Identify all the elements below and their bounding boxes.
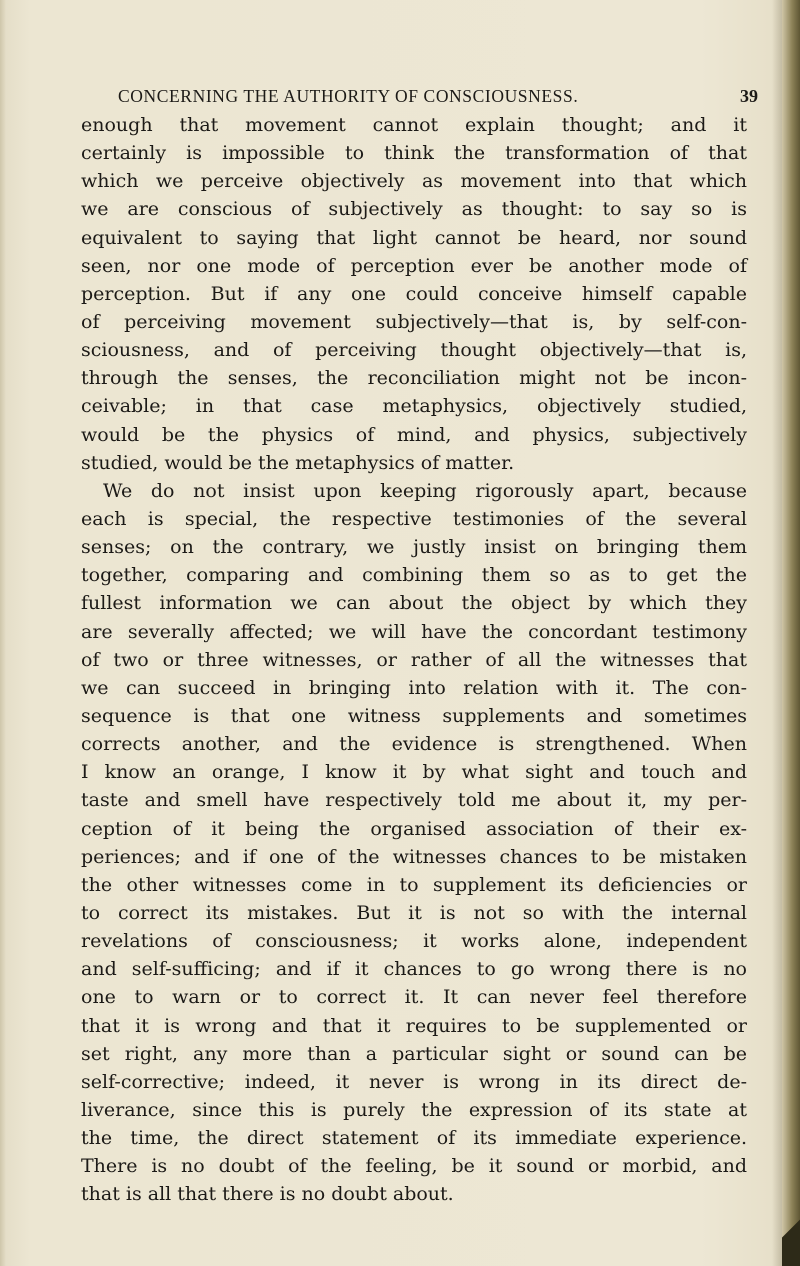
text-line: through the senses, the reconciliation might not be incon-: [81, 367, 747, 390]
text-line: senses; on the contrary, we justly insist on bringing them: [81, 536, 747, 559]
text-line: seen, nor one mode of perception ever be another mode of: [81, 254, 747, 277]
body-text: [81, 111, 747, 1208]
text-line: one to warn or to correct it. It can never feel therefore: [81, 986, 747, 1009]
text-line: There is no doubt of the feeling, be it sound or morbid, and: [81, 1155, 747, 1178]
text-line: revelations of consciousness; it works alone, independent: [81, 930, 747, 953]
text-line: of perceiving movement subjectively—that is, by self-con-: [81, 310, 747, 333]
text-line: would be the physics of mind, and physics, subjectively: [81, 423, 747, 446]
text-line: are severally affected; we will have the concordant testimony: [81, 620, 747, 643]
page-corner: [782, 1206, 800, 1266]
text-line: and self-sufficing; and if it chances to go wrong there is no: [81, 958, 747, 981]
gutter-shadow: [772, 0, 782, 1266]
text-line: set right, any more than a particular sight or sound can be: [81, 1042, 747, 1065]
text-line: ception of it being the organised association of their ex-: [81, 817, 747, 840]
text-line: ceivable; in that case metaphysics, objectively studied,: [81, 395, 747, 418]
text-line: enough that movement cannot explain thought; and it: [81, 114, 747, 136]
text-line: studied, would be the metaphysics of matter.: [81, 451, 515, 474]
text-line: We do not insist upon keeping rigorously apart, because: [103, 479, 747, 502]
page-left-edge: [0, 0, 6, 1266]
text-line: that is all that there is no doubt about.: [81, 1183, 454, 1206]
page-header: [118, 86, 758, 110]
text-line: the time, the direct statement of its immediate experience.: [81, 1127, 747, 1150]
text-line: fullest information we can about the object by which they: [81, 592, 747, 615]
text-line: self-corrective; indeed, it never is wrong in its direct de-: [81, 1070, 747, 1093]
text-line: perception. But if any one could conceive himself capable: [81, 282, 747, 305]
text-line: to correct its mistakes. But it is not so with the internal: [81, 901, 747, 924]
text-line: we are conscious of subjectively as thought: to say so is: [81, 198, 747, 221]
text-line: we can succeed in bringing into relation with it. The con-: [81, 676, 747, 699]
text-line: periences; and if one of the witnesses chances to be mistaken: [81, 845, 747, 868]
running-head: CONCERNING THE AUTHORITY OF CONSCIOUSNESS.: [118, 86, 579, 106]
text-line: liverance, since this is purely the expression of its state at: [81, 1098, 747, 1121]
text-line: together, comparing and combining them so as to get the: [81, 564, 747, 587]
book-spine-edge: [782, 0, 800, 1266]
text-line: certainly is impossible to think the transformation of that: [81, 142, 747, 165]
page-number: 39: [740, 86, 758, 106]
text-line: equivalent to saying that light cannot be heard, nor sound: [81, 226, 747, 249]
text-line: which we perceive objectively as movement into that which: [81, 170, 747, 193]
text-line: the other witnesses come in to supplement its deficiencies or: [81, 873, 747, 896]
text-line: of two or three witnesses, or rather of all the witnesses that: [81, 648, 747, 671]
text-line: taste and smell have respectively told me about it, my per-: [81, 789, 747, 812]
text-line: corrects another, and the evidence is strengthened. When: [81, 733, 747, 756]
text-line: sequence is that one witness supplements and sometimes: [81, 704, 747, 727]
text-line: sciousness, and of perceiving thought objectively—that is,: [81, 339, 747, 362]
text-line: that it is wrong and that it requires to be supplemented or: [81, 1014, 747, 1037]
text-line: I know an orange, I know it by what sight and touch and: [81, 761, 747, 784]
text-line: each is special, the respective testimonies of the several: [81, 507, 747, 530]
